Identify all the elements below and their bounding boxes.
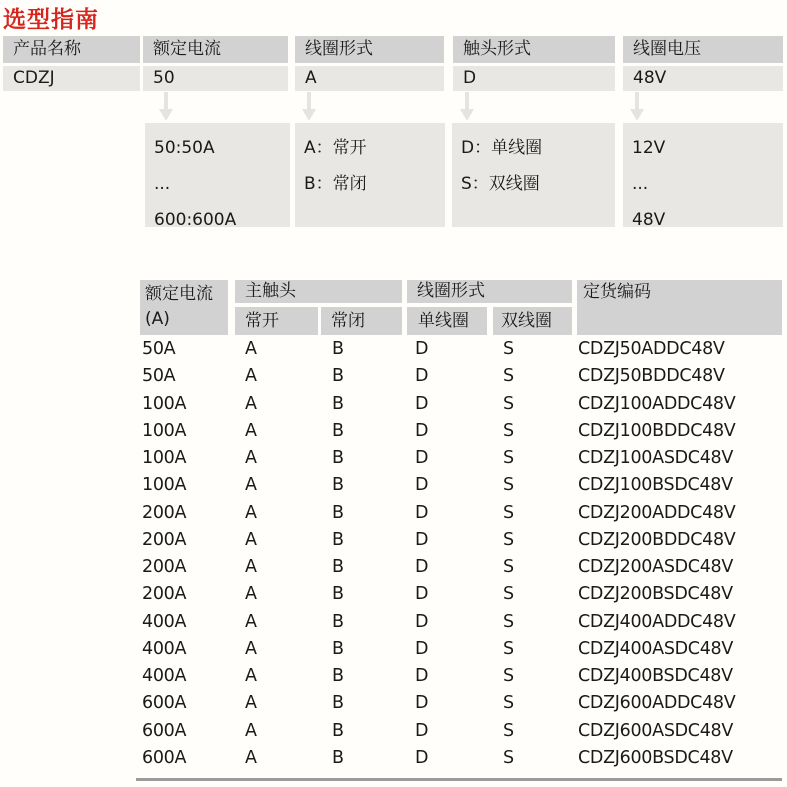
current-cell: 100A (142, 393, 187, 414)
selector-value-coil-form: A (295, 66, 444, 91)
selector-header-coil-voltage: 线圈电压 (623, 36, 783, 63)
no-contact-cell: A (245, 611, 257, 632)
no-contact-cell: A (245, 666, 257, 686)
table-bottom-rule (136, 778, 782, 781)
table-row (140, 663, 782, 690)
double-coil-cell: S (503, 584, 514, 605)
nc-contact-cell: B (332, 747, 344, 768)
contact-form-options-box (452, 123, 615, 227)
selector-header-coil-form: 线圈形式 (295, 36, 444, 63)
table-header-single-coil: 单线圈 (407, 307, 487, 335)
double-coil-cell: S (503, 366, 514, 387)
nc-contact-cell: B (332, 584, 344, 605)
table-row (140, 445, 782, 472)
nc-contact-cell: B (332, 529, 344, 550)
double-coil-cell: S (503, 502, 514, 523)
current-cell: 600A (142, 747, 187, 768)
single-coil-cell: D (415, 420, 429, 441)
double-coil-cell: S (503, 420, 514, 441)
table-row (140, 690, 782, 717)
no-contact-cell: A (245, 557, 257, 577)
current-cell: 600A (142, 693, 187, 714)
double-coil-cell: S (503, 339, 514, 359)
table-row (140, 500, 782, 527)
table-header-rated-current (140, 280, 228, 335)
option-line: 50:50A (154, 138, 215, 158)
order-code-cell: CDZJ200BSDC48V (578, 584, 733, 605)
double-coil-cell: S (503, 666, 514, 686)
single-coil-cell: D (415, 638, 429, 659)
no-contact-cell: A (245, 393, 257, 414)
order-code-cell: CDZJ50BDDC48V (578, 366, 725, 387)
current-cell: 400A (142, 638, 187, 659)
current-cell: 100A (142, 420, 187, 441)
option-line: B：常闭 (304, 174, 367, 194)
order-code-cell: CDZJ600ADDC48V (578, 693, 736, 714)
no-contact-cell: A (245, 448, 257, 468)
table-header-normally-closed: 常闭 (321, 307, 402, 335)
nc-contact-cell: B (332, 448, 344, 468)
selector-header-rated-current: 额定电流 (143, 36, 288, 63)
no-contact-cell: A (245, 747, 257, 768)
double-coil-cell: S (503, 475, 514, 496)
rated-current-options-box (145, 123, 290, 230)
single-coil-cell: D (415, 693, 429, 714)
current-cell: 50A (142, 366, 176, 387)
order-code-cell: CDZJ200BDDC48V (578, 529, 736, 550)
order-table-body (140, 336, 782, 772)
double-coil-cell: S (503, 529, 514, 550)
current-cell: 200A (142, 584, 187, 605)
current-cell: 100A (142, 475, 187, 496)
table-row (140, 391, 782, 418)
page-title: 选型指南 (3, 7, 99, 33)
nc-contact-cell: B (332, 393, 344, 414)
nc-contact-cell: B (332, 502, 344, 523)
down-arrow-icon (159, 92, 173, 122)
table-header-rated-current-line1: 额定电流 (145, 284, 213, 304)
order-code-cell: CDZJ200ADDC48V (578, 502, 736, 523)
single-coil-cell: D (415, 366, 429, 387)
selector-header-product-name: 产品名称 (3, 36, 140, 63)
double-coil-cell: S (503, 638, 514, 659)
double-coil-cell: S (503, 693, 514, 714)
order-code-cell: CDZJ100BDDC48V (578, 420, 736, 441)
nc-contact-cell: B (332, 475, 344, 496)
table-header-double-coil: 双线圈 (493, 307, 572, 335)
coil-form-options-box (295, 123, 445, 227)
nc-contact-cell: B (332, 720, 344, 741)
nc-contact-cell: B (332, 420, 344, 441)
no-contact-cell: A (245, 366, 257, 387)
order-code-cell: CDZJ400ASDC48V (578, 638, 734, 659)
current-cell: 100A (142, 448, 187, 468)
coil-voltage-options-box (623, 123, 783, 230)
selector-value-rated-current: 50 (143, 66, 288, 91)
current-cell: 400A (142, 611, 187, 632)
double-coil-cell: S (503, 448, 514, 468)
table-row (140, 745, 782, 772)
table-row (140, 581, 782, 608)
current-cell: 50A (142, 339, 176, 359)
table-row (140, 609, 782, 636)
option-line: 600:600A (154, 210, 237, 230)
table-row (140, 418, 782, 445)
current-cell: 200A (142, 557, 187, 577)
selector-value-product-name: CDZJ (3, 66, 140, 91)
nc-contact-cell: B (332, 611, 344, 632)
option-line: S：双线圈 (461, 174, 540, 194)
selector-value-contact-form: D (453, 66, 615, 91)
no-contact-cell: A (245, 339, 257, 359)
down-arrow-icon (302, 92, 316, 122)
single-coil-cell: D (415, 557, 429, 577)
current-cell: 400A (142, 666, 187, 686)
order-code-cell: CDZJ100BSDC48V (578, 475, 733, 496)
table-header-main-contact-group: 主触头 (235, 280, 402, 303)
double-coil-cell: S (503, 747, 514, 768)
order-code-cell: CDZJ400BSDC48V (578, 666, 733, 686)
current-cell: 200A (142, 529, 187, 550)
single-coil-cell: D (415, 529, 429, 550)
single-coil-cell: D (415, 666, 429, 686)
single-coil-cell: D (415, 747, 429, 768)
table-row (140, 636, 782, 663)
no-contact-cell: A (245, 475, 257, 496)
table-header-normally-open: 常开 (235, 307, 318, 335)
nc-contact-cell: B (332, 366, 344, 387)
current-cell: 200A (142, 502, 187, 523)
single-coil-cell: D (415, 584, 429, 605)
option-line: 48V (632, 210, 666, 230)
order-code-cell: CDZJ50ADDC48V (578, 339, 725, 359)
order-code-cell: CDZJ100ADDC48V (578, 393, 736, 414)
table-header-order-code: 定货编码 (577, 280, 782, 335)
down-arrow-icon (630, 92, 644, 122)
nc-contact-cell: B (332, 693, 344, 714)
table-row (140, 554, 782, 581)
order-code-cell: CDZJ200ASDC48V (578, 557, 734, 577)
order-code-cell: CDZJ100ASDC48V (578, 448, 734, 468)
double-coil-cell: S (503, 393, 514, 414)
table-header-rated-current-line2: (A) (145, 309, 170, 329)
order-code-cell: CDZJ600BSDC48V (578, 747, 733, 768)
double-coil-cell: S (503, 557, 514, 577)
nc-contact-cell: B (332, 666, 344, 686)
nc-contact-cell: B (332, 557, 344, 577)
nc-contact-cell: B (332, 638, 344, 659)
table-row (140, 527, 782, 554)
selector-value-coil-voltage: 48V (623, 66, 783, 91)
no-contact-cell: A (245, 529, 257, 550)
current-cell: 600A (142, 720, 187, 741)
nc-contact-cell: B (332, 339, 344, 359)
order-code-cell: CDZJ600ASDC48V (578, 720, 734, 741)
option-line: ... (154, 174, 171, 194)
no-contact-cell: A (245, 693, 257, 714)
single-coil-cell: D (415, 475, 429, 496)
option-line: D：单线圈 (461, 138, 543, 158)
no-contact-cell: A (245, 720, 257, 741)
no-contact-cell: A (245, 502, 257, 523)
order-code-cell: CDZJ400ADDC48V (578, 611, 736, 632)
single-coil-cell: D (415, 448, 429, 468)
option-line: 12V (632, 138, 666, 158)
no-contact-cell: A (245, 584, 257, 605)
table-row (140, 363, 782, 390)
option-line: A：常开 (304, 138, 367, 158)
single-coil-cell: D (415, 720, 429, 741)
single-coil-cell: D (415, 393, 429, 414)
table-row (140, 472, 782, 499)
no-contact-cell: A (245, 420, 257, 441)
double-coil-cell: S (503, 720, 514, 741)
down-arrow-icon (460, 92, 474, 122)
no-contact-cell: A (245, 638, 257, 659)
table-header-coil-form-group: 线圈形式 (407, 280, 572, 303)
single-coil-cell: D (415, 339, 429, 359)
option-line: ... (632, 174, 649, 194)
table-row (140, 336, 782, 363)
single-coil-cell: D (415, 611, 429, 632)
single-coil-cell: D (415, 502, 429, 523)
selector-header-contact-form: 触头形式 (453, 36, 615, 63)
table-row (140, 718, 782, 745)
double-coil-cell: S (503, 611, 514, 632)
